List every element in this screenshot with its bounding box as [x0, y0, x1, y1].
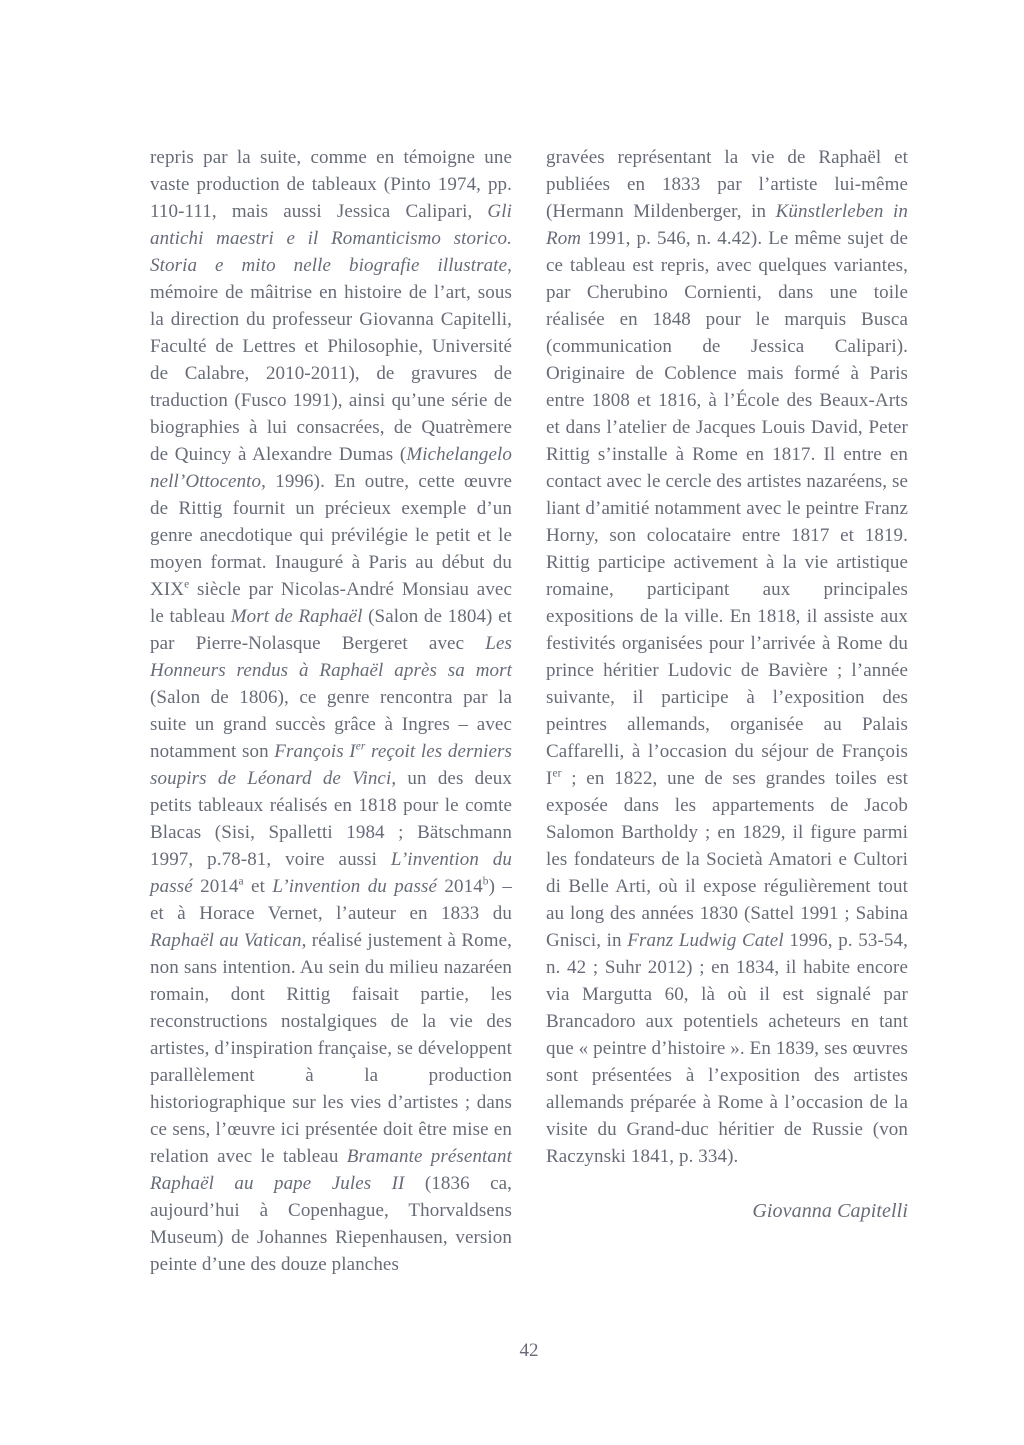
- page-number: 42: [519, 1340, 539, 1361]
- text-column-right: [546, 144, 908, 1278]
- text-column-left: repris par la suite, comme en témoigne une vaste production de tableaux (Pinto 1974, pp. 110-111, mais aussi Jessica Calipari, Gli antichi maestri e il Romanticismo storico. Storia e mito nelle biografie illustrate, mémoire de mâitrise en histoire de l’art, sous la direction du professeur Giovanna Capitelli, Faculté de Lettres et Philosophie, Université de Calabre, 2010-2011), de gravures de traduction (Fusco 1991), ainsi qu’une série de biographies à lui consacrées, de Quatrèmere de Quincy à Alexandre Dumas (Michelangelo nell’Ottocento, 1996). En outre, cette œuvre de Rittig fournit un précieux exemple d’un genre anecdotique qui prévilégie le petit et le moyen format. Inauguré à Paris au début du XIXe siècle par Nicolas-André Monsiau avec le tableau Mort de Raphaël (Salon de 1804) et par Pierre-Nolasque Bergeret avec Les Honneurs rendus à Raphaël après sa mort (Salon de 1806), ce genre rencontra par la suite un grand succès grâce à Ingres – avec notamment son François Ier reçoit les derniers soupirs de Léonard de Vinci, un des deux petits tableaux réalisés en 1818 pour le comte Blacas (Sisi, Spalletti 1984 ; Bätschmann 1997, p.78-81, voire aussi L’invention du passé 2014$^a$ et L’invention du passé 2014$^b$) – et à Horace Vernet, l’auteur en 1833 du Raphaël au Vatican, réalisé justement à Rome, non sans intention. Au sein du milieu nazaréen romain, dont Rittig faisait partie, les reconstructions nostalgiques de la vie des artistes, d’inspiration française, se développent parallèlement à la production historiographique sur les vies d’artistes ; dans ce sens, l’œuvre ici présentée doit être mise en relation avec le tableau Bramante présentant Raphaël au pape Jules II (1836 ca, aujourd’hui à Copenhague, Thorvaldsens Museum) de Johannes Riepenhausen, version peinte d’une des douze planches: [150, 147, 513, 1275]
- text-column-right-body: gravées représentant la vie de Raphaël et publiées en 1833 par l’artiste lui-même (Hermann Mildenberger, in Künstlerleben in Rom 1991, p. 546, n. 4.42). Le même sujet de ce tableau est repris, avec quelques variantes, par Cherubino Cornienti, dans une toile réalisée en 1848 pour le marquis Busca (communication de Jessica Calipari). Originaire de Coblence mais formé à Paris entre 1808 et 1816, à l’École des Beaux-Arts et dans l’atelier de Jacques Louis David, Peter Rittig s’installe à Rome en 1817. Il entre en contact avec le cercle des artistes nazaréens, se liant d’amitié notamment avec le peintre Franz Horny, son colocataire entre 1817 et 1819. Rittig participe activement à la vie artistique romaine, participant aux principales expositions de la ville. En 1818, il assiste aux festivités organisées pour l’arrivée à Rome du prince héritier Ludovic de Bavière ; l’année suivante, il participe à l’exposition des peintres allemands, organisée au Palais Caffarelli, à l’occasion du séjour de François Ier ; en 1822, une de ses grandes toiles est exposée dans les appartements de Jacob Salomon Bartholdy ; en 1829, il figure parmi les fondateurs de la Società Amatori e Cultori di Belle Arti, où il expose régulièrement tout au long des années 1830 (Sattel 1991 ; Sabina Gnisci, in Franz Ludwig Catel 1996, p. 53-54, n. 42 ; Suhr 2012) ; en 1834, il habite encore via Margutta 60, là où il est signalé par Brancadoro aux potentiels acheteurs en tant que « peintre d’histoire ». En 1839, ses œuvres sont présentées à l’exposition des artistes allemands préparée à Rome à l’occasion de la visite du Grand-duc héritier de Russie (von Raczynski 1841, p. 334).: [546, 147, 908, 1167]
- two-column-text-block: [150, 144, 908, 1278]
- author-signature: Giovanna Capitelli: [752, 1200, 908, 1222]
